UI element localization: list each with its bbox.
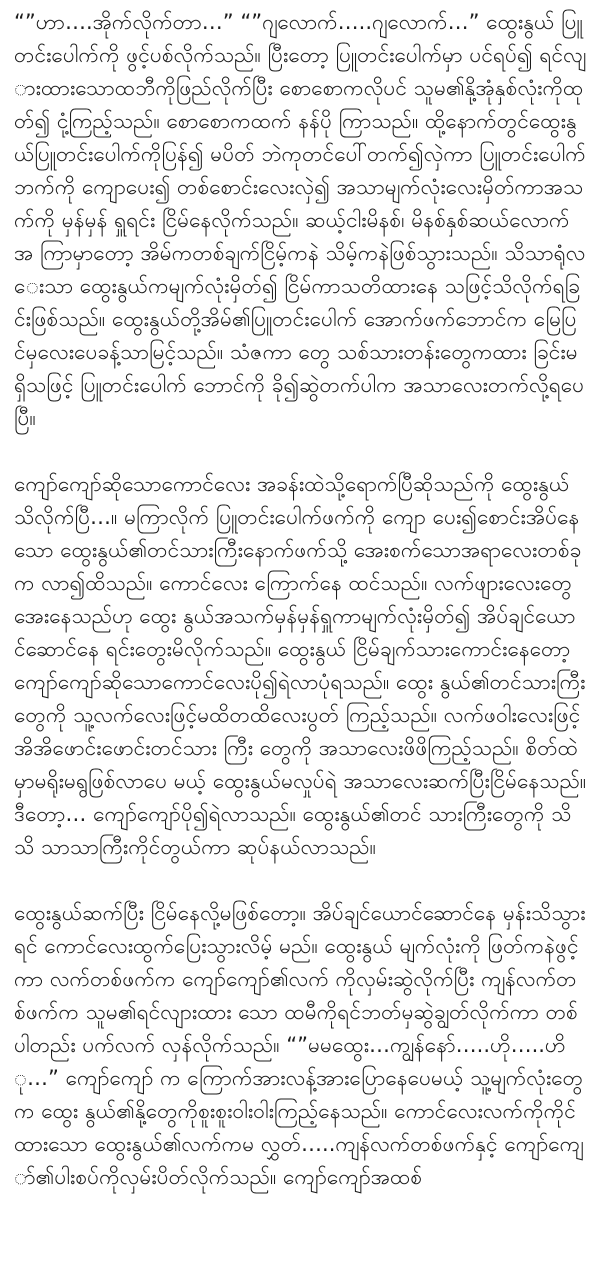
paragraph-1: “”ဟာ….အိုက်လိုက်တာ…” “”ဂျလောက်…..ဂျလောက်…” ထွေးနွယ် ပြူတင်းပေါက်ကို ဖွင့်ပစ်လိုက်သည်။ ပြီးတော့ ပြူတင်းပေါက်မှာ ပင်ရပ်၍ ရင်လျားထားသောထဘီကိုဖြည်လိုက်ပြီး စောစောကလိုပင် သူမ၏နို့အုံနှစ်လုံးကိုထုတ်၍ ငုံ့ကြည့်သည်။ စောစောကထက် နန်ပို ကြာသည်။ ထို့နောက်တွင်ထွေးနွယ်ပြူတင်းပေါက်ကိုပြန်၍ မပိတ် ဘဲကုတင်ပေါ်တက်၍လှဲကာ ပြူတင်းပေါက်ဘက်ကို ကျောပေး၍ တစ်စောင်းလေးလှဲ၍ အသာမျက်လုံးလေးမှိတ်ကာအသက်ကို မှန်မှန် ရှူရင်း ငြိမ်နေလိုက်သည်။ ဆယ့်ငါးမိနစ်၊ မိနစ်နှစ်ဆယ်လောက်အ ကြာမှာတော့ အိမ်ကတစ်ချက်ငြိမ့်ကနဲ သိမ့်ကနဲဖြစ်သွားသည်။ သိသာရုံလေးသာ ထွေးနွယ်ကမျက်လုံးမှိတ်၍ ငြိမ်ကာသတိထားနေ သဖြင့်သိလိုက်ရခြင်းဖြစ်သည်။ ထွေးနွယ်တို့အိမ်၏ပြူတင်းပေါက် အောက်ဖက်ဘောင်က မြေပြင်မှလေးပေခန့်သာမြင့်သည်။ သံဇကာ တွေ သစ်သားတန်းတွေကထား ခြင်းမရှိသဖြင့် ပြူတင်းပေါက် ဘောင်ကို ခို၍ဆွဲတက်ပါက အသာလေးတက်လို့ရပေပြီ။ xyxy=(14,10,587,430)
paragraph-2: ကျော်ကျော်ဆိုသောကောင်လေး အခန်းထဲသို့ရောက်ပြီဆိုသည်ကို ထွေးနွယ်သိလိုက်ပြီ…။ မကြာလိုက် ပြူတင်းပေါက်ဖက်ကို ကျော ပေး၍စောင်းအိပ်နေသော ထွေးနွယ်၏တင်သားကြီးနောက်ဖက်သို့ အေးစက်သောအရာလေးတစ်ခုက လာ၍ထိသည်။ ကောင်လေး ကြောက်နေ ထင်သည်။ လက်ဖျားလေးတွေအေးနေသည်ဟု ထွေး နွယ်အသက်မှန်မှန်ရှူကာမျက်လုံးမှိတ်၍ အိပ်ချင်ယောင်ဆောင်နေ ရင်းတွေးမိလိုက်သည်။ ထွေးနွယ် ငြိမ်ချက်သားကောင်းနေတော့ ကျော်ကျော်ဆိုသောကောင်လေးပို၍ရဲလာပုံရသည်။ ထွေး နွယ်၏တင်သားကြီးတွေကို သူ့လက်လေးဖြင့်မထိတထိလေးပွတ် ကြည့်သည်။ လက်ဖဝါးလေးဖြင့် အိအိဖောင်းဖောင်းတင်သား ကြီး တွေကို အသာလေးဖိဖိကြည့်သည်။ စိတ်ထဲမှာမရိုးမရွဖြစ်လာပေ မယ့် ထွေးနွယ်မလှုပ်ရဲ အသာလေးဆက်ပြီးငြိမ်နေသည်။ ဒီတော့… ကျော်ကျော်ပို၍ရဲလာသည်။ ထွေးနွယ်၏တင် သားကြီးတွေကို သိသိ သာသာကြီးကိုင်တွယ်ကာ ဆုပ်နယ်လာသည်။ xyxy=(14,472,587,859)
paragraph-3: ထွေးနွယ်ဆက်ပြီး ငြိမ်နေလို့မဖြစ်တော့။ အိပ်ချင်ယောင်ဆောင်နေ မှန်းသိသွားရင် ကောင်လေးထွက်ပြေးသွားလိမ့် မည်။ ထွေးနွယ် မျက်လုံးကို ဖြတ်ကနဲဖွင့်ကာ လက်တစ်ဖက်က ကျော်ကျော်၏လက် ကိုလှမ်းဆွဲလိုက်ပြီး ကျန်လက်တစ်ဖက်က သူမ၏ရင်လျားထား သော ထမီကိုရင်ဘတ်မှဆွဲချွတ်လိုက်ကာ တစ်ပါတည်း ပက်လက် လှန်လိုက်သည်။ “”မမထွေး…ကျွန်နော်…..ဟို…..ဟို…” ကျော်ကျော် က ကြောက်အားလန့်အားပြောနေပေမယ့် သူ့မျက်လုံးတွေက ထွေး နွယ်၏နို့တွေကိုစူးစူးဝါးဝါးကြည့်နေသည်။ ကောင်လေးလက်ကိုကိုင် ထားသော ထွေးနွယ်၏လက်ကမ လွှတ်…..ကျန်လက်တစ်ဖက်နှင့် ကျော်ကျော်၏ပါးစပ်ကိုလှမ်းပိတ်လိုက်သည်။ ကျော်ကျော်အထစ် xyxy=(14,901,586,1189)
